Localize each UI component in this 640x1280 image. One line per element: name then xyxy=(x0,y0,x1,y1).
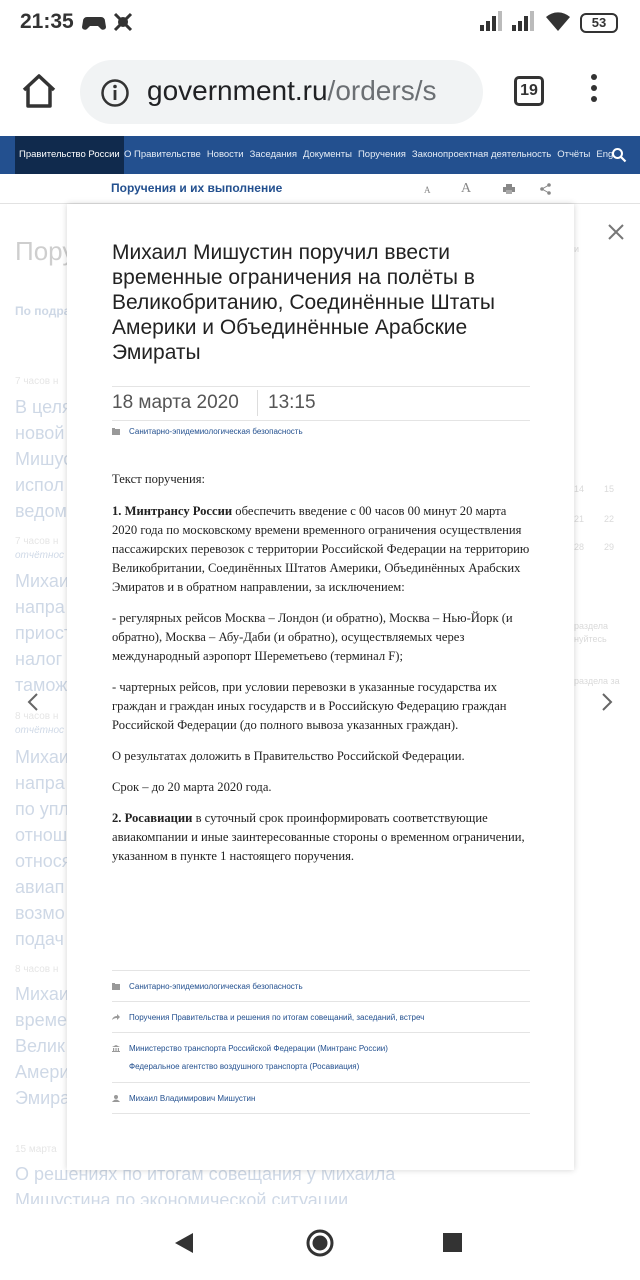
footer-section-label[interactable]: Поручения Правительства и решения по итогам совещаний, заседаний, встреч xyxy=(129,1013,425,1022)
address-bar[interactable] xyxy=(80,60,483,124)
date-separator xyxy=(257,390,258,416)
gamepad-icon xyxy=(82,9,106,35)
order-body xyxy=(112,470,532,878)
font-increase-button[interactable]: A xyxy=(461,181,472,196)
footer-agency-2[interactable]: Федеральное агентство воздушного транспорта (Росавиация) xyxy=(129,1062,360,1071)
footer-person-label[interactable]: Михаил Владимирович Мишустин xyxy=(129,1094,256,1103)
order-point-1 xyxy=(112,502,532,597)
order-deadline: Срок – до 20 марта 2020 года. xyxy=(112,780,272,794)
recent-apps-icon[interactable] xyxy=(443,1233,462,1252)
overflow-menu-icon[interactable] xyxy=(586,74,602,108)
divider xyxy=(112,1113,530,1114)
settings-cross-icon xyxy=(112,9,134,35)
order-modal xyxy=(67,204,574,1170)
order-time: 13:15 xyxy=(268,392,316,413)
order-exception-1: - регулярных рейсов Москва – Лондон (и обратно), Москва – Нью-Йорк (и обратно), Москва – Абу-Даби (и обратно), осуществляемых через международный аэропорт Шереметьево (терминал F); xyxy=(112,611,513,663)
footer-topic-label[interactable]: Санитарно-эпидемиологическая безопасность xyxy=(129,982,303,991)
battery-indicator: 53 xyxy=(580,13,618,33)
order-exception-2: - чартерных рейсов, при условии перевозки в указанные государства их граждан и граждан иных государств и в Российскую Федерацию граждан Российской Федерации (до полного вывоза указанных граждан). xyxy=(112,680,507,732)
divider xyxy=(112,1082,530,1083)
divider xyxy=(112,420,530,421)
nav-home-link[interactable]: Правительство России xyxy=(15,136,124,174)
person-icon xyxy=(112,1095,120,1102)
print-icon[interactable] xyxy=(503,184,515,194)
chevron-right-icon[interactable] xyxy=(600,692,614,712)
divider xyxy=(112,1032,530,1033)
home-circle-icon[interactable] xyxy=(306,1229,334,1257)
chevron-left-icon[interactable] xyxy=(26,692,40,712)
close-icon[interactable] xyxy=(606,222,626,242)
status-bar xyxy=(0,0,640,46)
divider xyxy=(112,1001,530,1002)
folder-icon xyxy=(112,983,120,990)
back-icon[interactable] xyxy=(174,1232,194,1254)
order-title: Михаил Мишустин поручил ввести временные ограничения на полёты в Великобританию, Соединённые Штаты Америки и Объединённые Арабские Эмираты xyxy=(112,241,496,364)
search-icon[interactable] xyxy=(611,147,627,163)
arrow-icon xyxy=(112,1014,120,1021)
order-date: 18 марта 2020 xyxy=(112,392,239,413)
footer-agency-1[interactable]: Министерство транспорта Российской Федерации (Минтранс России) xyxy=(129,1044,388,1053)
nav-item-documents[interactable]: Документы xyxy=(302,149,352,160)
nav-item-reports[interactable]: Отчёты xyxy=(557,149,591,160)
section-title[interactable]: Поручения и их выполнение xyxy=(111,181,283,195)
font-decrease-button[interactable]: A xyxy=(424,185,431,195)
nav-item-news[interactable]: Новости xyxy=(206,149,244,160)
status-time: 21:35 xyxy=(20,10,74,33)
order-lead: Текст поручения: xyxy=(112,472,206,486)
site-navigation xyxy=(0,136,640,174)
share-icon[interactable] xyxy=(540,183,551,195)
nav-item-about[interactable]: О Правительстве xyxy=(124,149,201,160)
order-point-2-text: в суточный срок проинформировать соответствующие авиакомпании и иные заинтересованные стороны о временном ограничении, указанном в пункте 1 настоящего поручения. xyxy=(112,811,525,863)
building-icon xyxy=(112,1045,120,1052)
nav-item-orders[interactable]: Поручения xyxy=(357,149,406,160)
system-navigation-bar xyxy=(0,1204,640,1280)
nav-item-legislation[interactable]: Законопроектная деятельность xyxy=(411,149,552,160)
url-host: government.ru xyxy=(147,75,328,106)
folder-icon xyxy=(112,428,120,435)
home-icon[interactable] xyxy=(18,70,60,112)
divider xyxy=(112,386,530,387)
order-point-1-agency: 1. Минтрансу России xyxy=(112,504,233,518)
order-point-1-text: обеспечить введение с 00 часов 00 минут 20 марта 2020 года по московскому времени временного ограничения осуществления пассажирских перевозок с территории Российской Федерации на территорию Великобритании, Соединённых Штатов Америки, Объединённых Арабских Эмиратов и в обратном направлении, за исключением: xyxy=(112,504,530,594)
url-path: /orders/s xyxy=(327,75,437,106)
divider xyxy=(112,970,530,971)
url-text[interactable] xyxy=(147,74,436,108)
nav-item-english[interactable]: Eng xyxy=(596,149,614,160)
order-point-2-agency: 2. Росавиации xyxy=(112,811,193,825)
browser-toolbar xyxy=(0,46,640,136)
order-report: О результатах доложить в Правительство Российской Федерации. xyxy=(112,749,465,763)
signal-icon-2 xyxy=(511,9,535,33)
order-point-2 xyxy=(112,809,532,866)
nav-item-meetings[interactable]: Заседания xyxy=(249,149,297,160)
section-bar xyxy=(0,174,640,204)
tab-switcher-button[interactable]: 19 xyxy=(514,76,544,106)
wifi-icon xyxy=(545,9,571,33)
signal-icon-1 xyxy=(479,9,503,33)
info-icon[interactable] xyxy=(100,78,130,108)
topic-tag-label[interactable]: Санитарно-эпидемиологическая безопасность xyxy=(129,427,303,436)
